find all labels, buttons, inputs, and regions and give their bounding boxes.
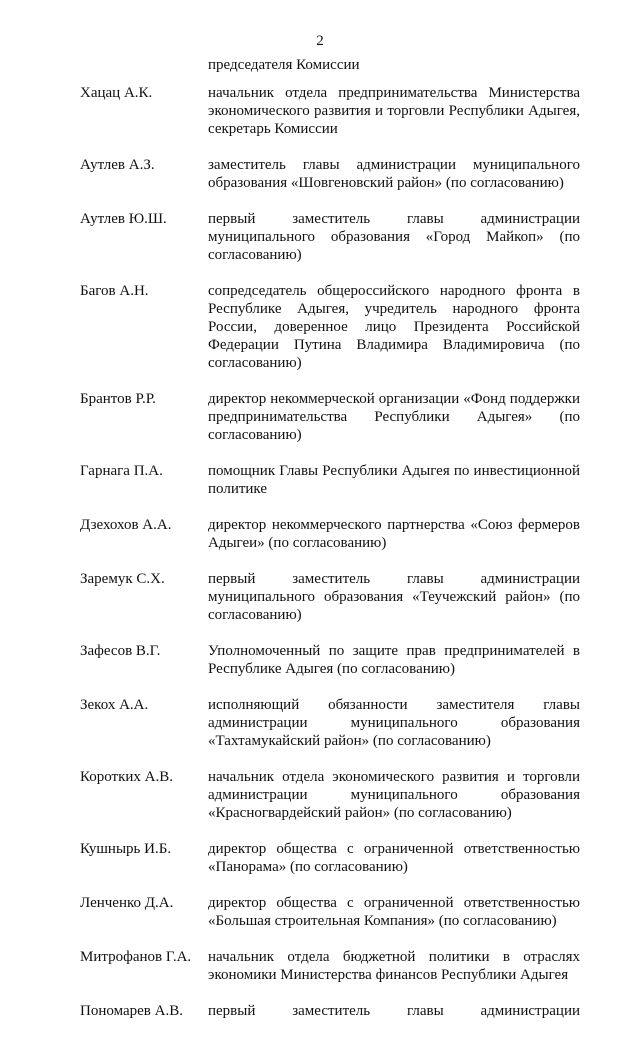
list-item (80, 462, 580, 498)
member-position: первый заместитель главы администрации (208, 1003, 580, 1019)
member-name: Аутлев Ю.Ш. (80, 211, 167, 227)
list-item (80, 642, 580, 678)
member-name: Коротких А.В. (80, 769, 174, 785)
member-name: Багов А.Н. (80, 283, 149, 299)
member-position: директор некоммерческого партнерства «Союз фермеров Адыгеи» (по согласованию) (208, 517, 580, 551)
member-position: исполняющий обязанности заместителя главы администрации муниципального образования «Тахтамукайский район» (по согласованию) (208, 697, 580, 749)
member-name: Дзехохов А.А. (80, 517, 172, 533)
list-item (80, 84, 580, 138)
list-item (80, 768, 580, 822)
member-name: Гарнага П.А. (80, 463, 163, 479)
member-position: заместитель главы администрации муниципального образования «Шовгеновский район» (по согласованию) (208, 157, 580, 191)
member-name: Зафесов В.Г. (80, 643, 161, 659)
list-item (80, 1002, 580, 1020)
member-name: Пономарев А.В. (80, 1003, 183, 1019)
member-position: директор общества с ограниченной ответственностью «Большая строительная Компания» (по согласованию) (208, 895, 580, 929)
member-name: Аутлев А.З. (80, 157, 155, 173)
member-name: Брантов Р.Р. (80, 391, 156, 407)
list-item (80, 156, 580, 192)
member-name: Митрофанов Г.А. (80, 949, 192, 965)
list-item (80, 948, 580, 984)
list-item (80, 56, 580, 74)
member-position: директор некоммерческой организации «Фонд поддержки предпринимательства Республики Адыгея» (по согласованию) (208, 391, 580, 443)
member-name: Заремук С.Х. (80, 571, 165, 587)
member-name: Кушнырь И.Б. (80, 841, 172, 857)
member-position: Уполномоченный по защите прав предпринимателей в Республике Адыгея (по согласованию) (208, 643, 580, 677)
member-position: начальник отдела бюджетной политики в отраслях экономики Министерства финансов Республики Адыгея (208, 949, 580, 983)
list-item (80, 516, 580, 552)
commission-member-list (80, 56, 580, 1038)
member-position: первый заместитель главы администрации муниципального образования «Город Майкоп» (по согласованию) (208, 211, 580, 263)
list-item (80, 390, 580, 444)
member-name: Ленченко Д.А. (80, 895, 174, 911)
list-item (80, 840, 580, 876)
member-position: сопредседатель общероссийского народного фронта в Республике Адыгея, учредитель народного фронта России, доверенное лицо Президента Российской Федерации Путина Владимира Владимировича (по согласованию) (208, 283, 580, 371)
list-item (80, 570, 580, 624)
member-position: председателя Комиссии (208, 57, 360, 73)
member-position: начальник отдела экономического развития и торговли администрации муниципального образования «Красногвардейский район» (по согласованию) (208, 769, 580, 821)
list-item (80, 210, 580, 264)
member-position: первый заместитель главы администрации муниципального образования «Теучежский район» (по согласованию) (208, 571, 580, 623)
member-position: помощник Главы Республики Адыгея по инвестиционной политике (208, 463, 580, 497)
list-item (80, 696, 580, 750)
list-item (80, 282, 580, 372)
member-position: директор общества с ограниченной ответственностью «Панорама» (по согласованию) (208, 841, 580, 875)
page-number: 2 (316, 33, 324, 49)
member-name: Зекох А.А. (80, 697, 149, 713)
list-item (80, 894, 580, 930)
member-position: начальник отдела предпринимательства Министерства экономического развития и торговли Республики Адыгея, секретарь Комиссии (208, 85, 580, 137)
member-name: Хацац А.К. (80, 85, 153, 101)
